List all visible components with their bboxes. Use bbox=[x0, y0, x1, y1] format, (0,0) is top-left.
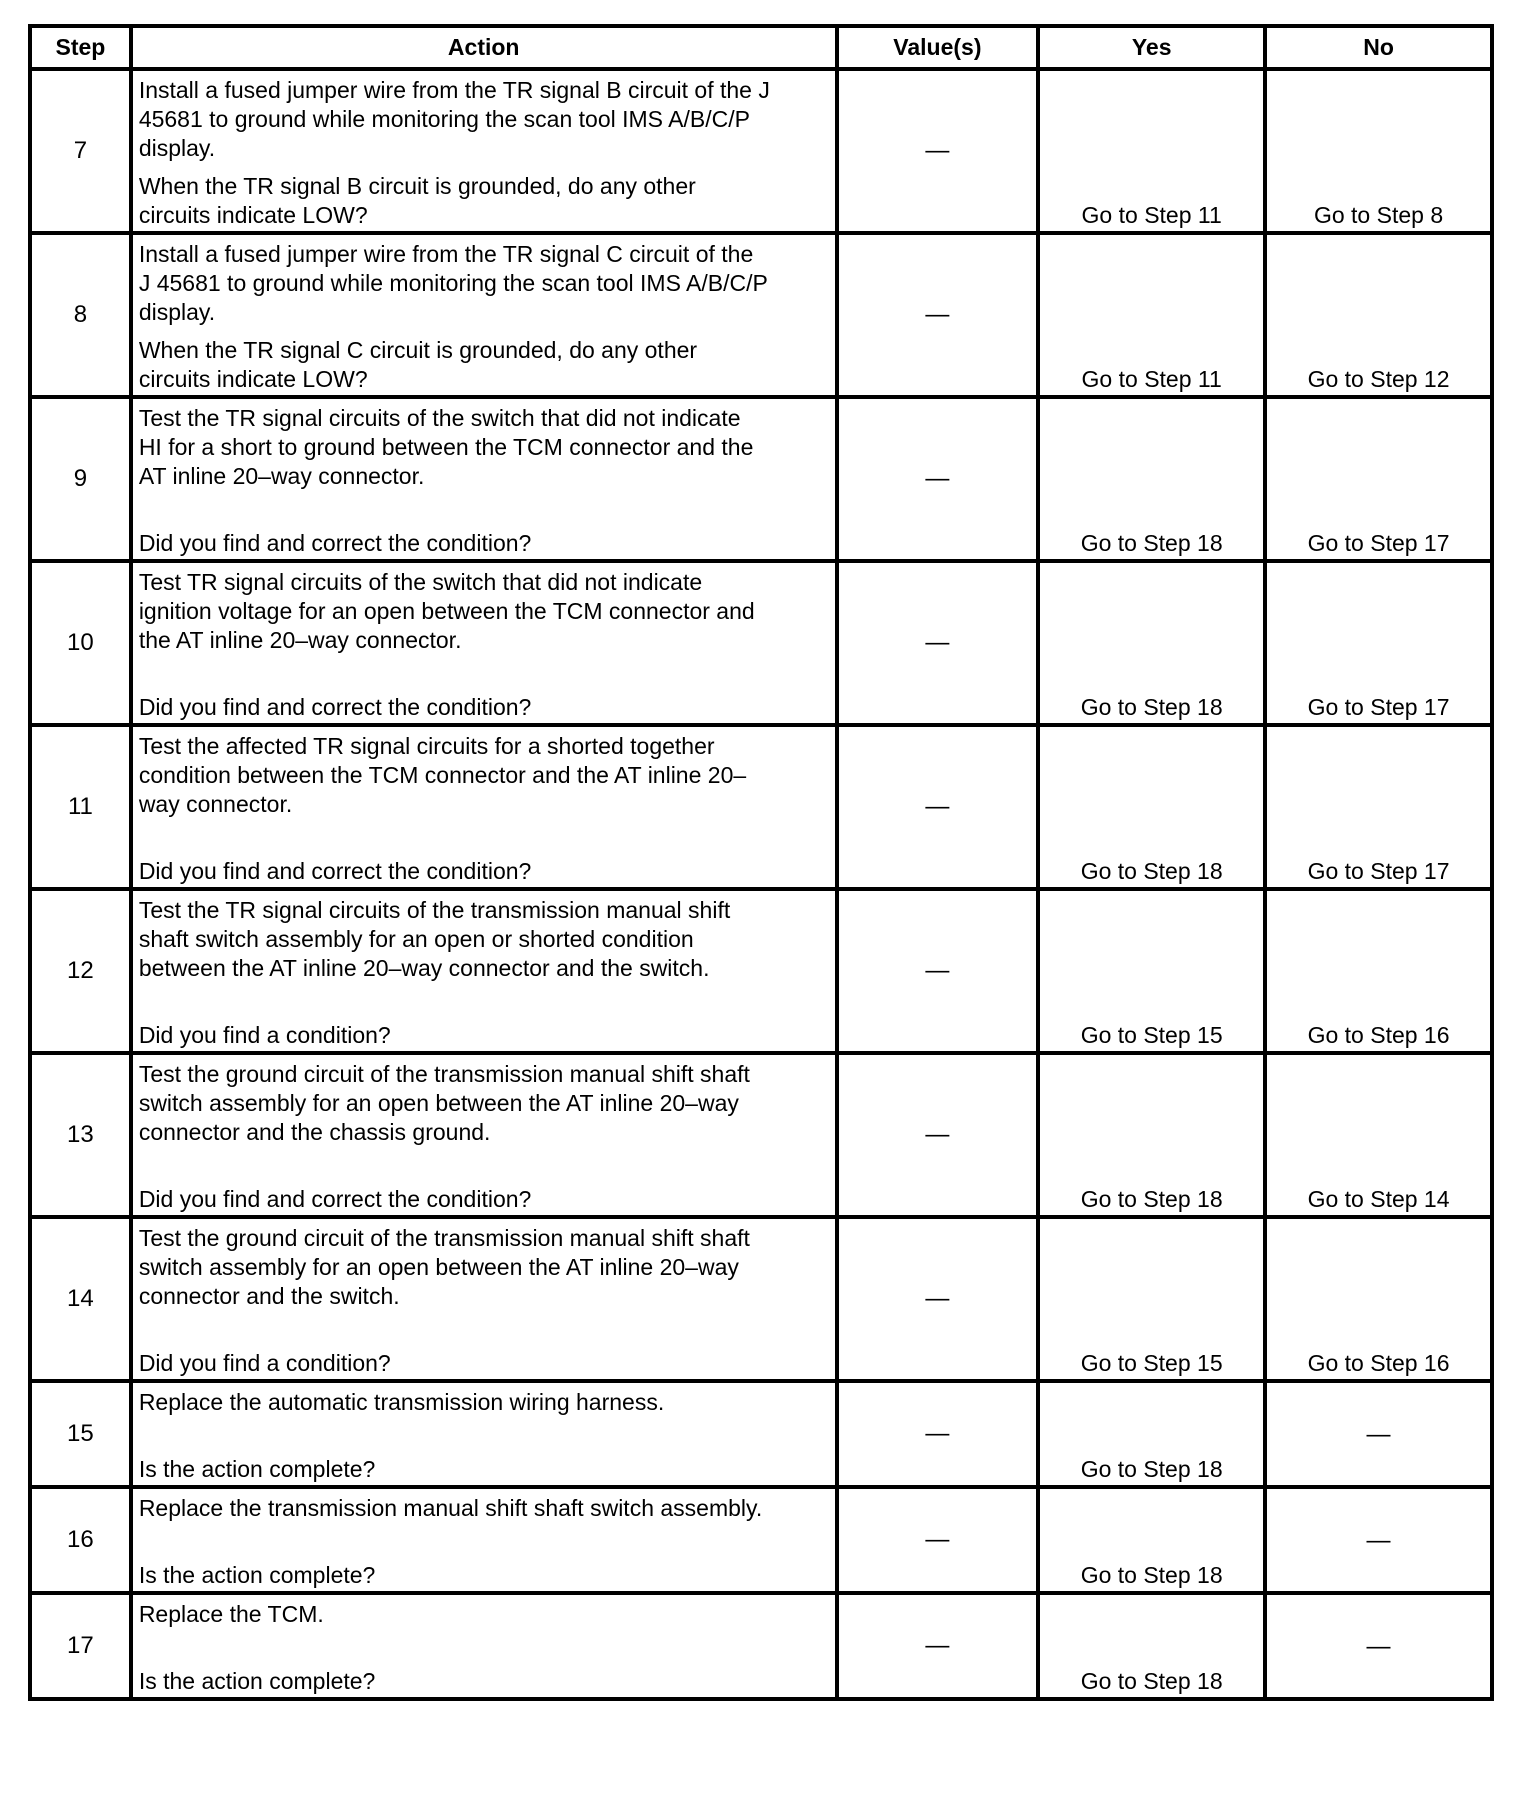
step-number: 12 bbox=[30, 889, 131, 1053]
step-number: 17 bbox=[30, 1593, 131, 1699]
no-cell bbox=[1265, 1217, 1492, 1381]
no-goto: Go to Step 12 bbox=[1307, 366, 1450, 392]
action-cell bbox=[131, 397, 837, 561]
table-row bbox=[30, 725, 1492, 889]
table-row bbox=[30, 1487, 1492, 1593]
step-number: 10 bbox=[30, 561, 131, 725]
yes-cell bbox=[1038, 1053, 1265, 1217]
yes-goto: Go to Step 15 bbox=[1080, 1350, 1223, 1376]
value-cell: — bbox=[837, 561, 1039, 725]
no-goto: Go to Step 17 bbox=[1307, 530, 1450, 556]
step-number: 13 bbox=[30, 1053, 131, 1217]
step-number: 16 bbox=[30, 1487, 131, 1593]
value-cell: — bbox=[837, 69, 1039, 233]
table-row bbox=[30, 397, 1492, 561]
yes-goto: Go to Step 18 bbox=[1080, 694, 1223, 720]
action-question: Did you find and correct the condition? bbox=[138, 530, 532, 556]
value-cell: — bbox=[837, 1593, 1039, 1699]
action-cell bbox=[131, 561, 837, 725]
header-yes: Yes bbox=[1038, 26, 1265, 69]
action-cell bbox=[131, 233, 837, 397]
action-question: When the TR signal B circuit is grounded, do any other circuits indicate LOW? bbox=[138, 173, 696, 228]
action-text: Test the TR signal circuits of the transmission manual shift shaft switch assembly for an open or shorted condition between the AT inline 20–way connector and the switch. bbox=[138, 897, 731, 981]
value-cell: — bbox=[837, 889, 1039, 1053]
header-values: Value(s) bbox=[837, 26, 1039, 69]
yes-goto: Go to Step 18 bbox=[1080, 1562, 1223, 1588]
no-goto: Go to Step 17 bbox=[1307, 694, 1450, 720]
no-cell bbox=[1265, 69, 1492, 233]
yes-cell bbox=[1038, 233, 1265, 397]
yes-cell bbox=[1038, 69, 1265, 233]
action-text: Install a fused jumper wire from the TR signal B circuit of the J 45681 to ground while monitoring the scan tool IMS A/B/C/P display. bbox=[138, 77, 770, 161]
header-no: No bbox=[1265, 26, 1492, 69]
no-cell bbox=[1265, 889, 1492, 1053]
action-text: Replace the automatic transmission wiring harness. bbox=[138, 1389, 665, 1415]
step-number: 15 bbox=[30, 1381, 131, 1487]
action-text: Test the ground circuit of the transmission manual shift shaft switch assembly for an open between the AT inline 20–way connector and the switch. bbox=[138, 1225, 750, 1309]
action-question: Is the action complete? bbox=[138, 1456, 376, 1482]
table-row bbox=[30, 1381, 1492, 1487]
action-question: Did you find a condition? bbox=[138, 1022, 391, 1048]
action-question: When the TR signal C circuit is grounded, do any other circuits indicate LOW? bbox=[138, 337, 698, 392]
step-number: 11 bbox=[30, 725, 131, 889]
yes-goto: Go to Step 18 bbox=[1080, 1668, 1223, 1694]
table-row bbox=[30, 561, 1492, 725]
value-cell: — bbox=[837, 1487, 1039, 1593]
table-row bbox=[30, 889, 1492, 1053]
no-goto: Go to Step 8 bbox=[1313, 202, 1444, 228]
no-cell bbox=[1265, 397, 1492, 561]
yes-cell bbox=[1038, 1593, 1265, 1699]
step-number: 8 bbox=[30, 233, 131, 397]
action-question: Did you find a condition? bbox=[138, 1350, 391, 1376]
no-cell bbox=[1265, 1053, 1492, 1217]
yes-goto: Go to Step 18 bbox=[1080, 858, 1223, 884]
action-cell bbox=[131, 1217, 837, 1381]
action-text: Test the affected TR signal circuits for a shorted together condition between the TCM connector and the AT inline 20– way connector. bbox=[138, 733, 747, 817]
yes-goto: Go to Step 11 bbox=[1081, 366, 1222, 392]
no-cell bbox=[1265, 725, 1492, 889]
yes-cell bbox=[1038, 1381, 1265, 1487]
action-text: Test the ground circuit of the transmission manual shift shaft switch assembly for an open between the AT inline 20–way connector and the chassis ground. bbox=[138, 1061, 750, 1145]
action-text: Install a fused jumper wire from the TR signal C circuit of the J 45681 to ground while monitoring the scan tool IMS A/B/C/P display. bbox=[138, 241, 768, 325]
action-question: Did you find and correct the condition? bbox=[138, 858, 532, 884]
step-number: 7 bbox=[30, 69, 131, 233]
action-question: Is the action complete? bbox=[138, 1562, 376, 1588]
yes-cell bbox=[1038, 889, 1265, 1053]
no-goto: Go to Step 16 bbox=[1307, 1350, 1450, 1376]
action-cell bbox=[131, 725, 837, 889]
diagnostic-table bbox=[28, 24, 1494, 1701]
value-cell: — bbox=[837, 397, 1039, 561]
value-cell: — bbox=[837, 233, 1039, 397]
no-cell: — bbox=[1265, 1593, 1492, 1699]
action-cell bbox=[131, 69, 837, 233]
action-cell bbox=[131, 1053, 837, 1217]
action-cell bbox=[131, 1593, 837, 1699]
no-cell bbox=[1265, 561, 1492, 725]
yes-cell bbox=[1038, 1217, 1265, 1381]
action-text: Test the TR signal circuits of the switch that did not indicate HI for a short to ground between the TCM connector and the AT inline 20–way connector. bbox=[138, 405, 754, 489]
action-question: Is the action complete? bbox=[138, 1668, 376, 1694]
table-row bbox=[30, 233, 1492, 397]
yes-cell bbox=[1038, 397, 1265, 561]
table-row bbox=[30, 1053, 1492, 1217]
no-goto: Go to Step 14 bbox=[1307, 1186, 1450, 1212]
yes-goto: Go to Step 18 bbox=[1080, 1186, 1223, 1212]
action-text: Replace the transmission manual shift shaft switch assembly. bbox=[138, 1495, 763, 1521]
yes-goto: Go to Step 18 bbox=[1080, 530, 1223, 556]
no-goto: Go to Step 17 bbox=[1307, 858, 1450, 884]
yes-cell bbox=[1038, 561, 1265, 725]
yes-cell bbox=[1038, 1487, 1265, 1593]
table-row bbox=[30, 1593, 1492, 1699]
no-goto: Go to Step 16 bbox=[1307, 1022, 1450, 1048]
step-number: 14 bbox=[30, 1217, 131, 1381]
header-row bbox=[30, 26, 1492, 69]
header-step: Step bbox=[30, 26, 131, 69]
yes-cell bbox=[1038, 725, 1265, 889]
action-question: Did you find and correct the condition? bbox=[138, 1186, 532, 1212]
table-row bbox=[30, 69, 1492, 233]
action-cell bbox=[131, 1381, 837, 1487]
yes-goto: Go to Step 18 bbox=[1080, 1456, 1223, 1482]
step-number: 9 bbox=[30, 397, 131, 561]
value-cell: — bbox=[837, 1381, 1039, 1487]
action-cell bbox=[131, 1487, 837, 1593]
yes-goto: Go to Step 15 bbox=[1080, 1022, 1223, 1048]
action-text: Replace the TCM. bbox=[138, 1601, 324, 1627]
value-cell: — bbox=[837, 1053, 1039, 1217]
action-cell bbox=[131, 889, 837, 1053]
no-cell: — bbox=[1265, 1381, 1492, 1487]
action-question: Did you find and correct the condition? bbox=[138, 694, 532, 720]
yes-goto: Go to Step 11 bbox=[1081, 202, 1222, 228]
header-action: Action bbox=[131, 26, 837, 69]
no-cell bbox=[1265, 233, 1492, 397]
value-cell: — bbox=[837, 1217, 1039, 1381]
no-cell: — bbox=[1265, 1487, 1492, 1593]
value-cell: — bbox=[837, 725, 1039, 889]
action-text: Test TR signal circuits of the switch that did not indicate ignition voltage for an open between the TCM connector and the AT inline 20–way connector. bbox=[138, 569, 755, 653]
table-row bbox=[30, 1217, 1492, 1381]
